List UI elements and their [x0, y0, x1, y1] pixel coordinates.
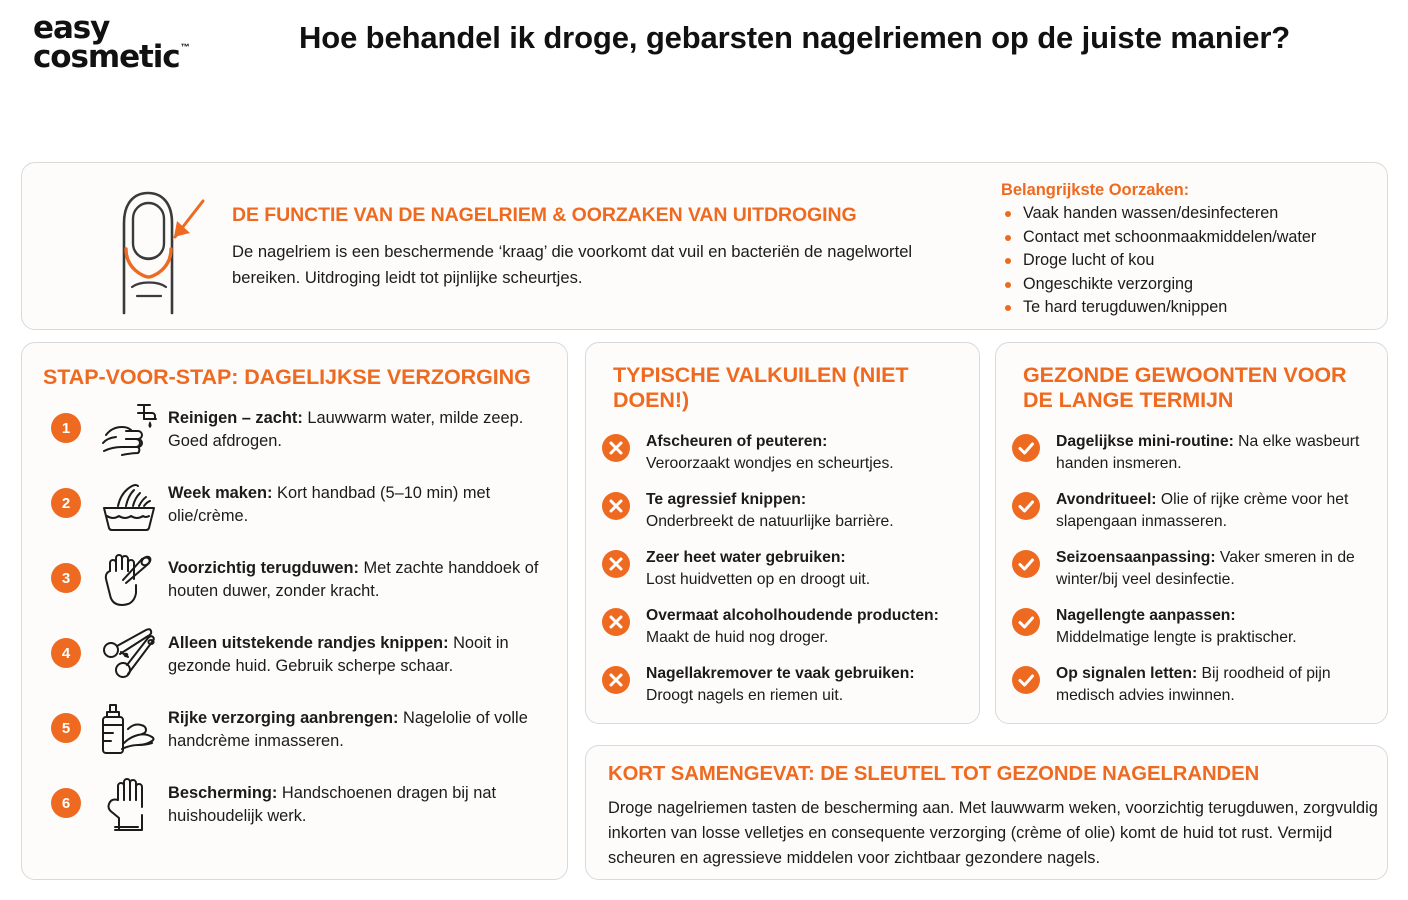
steps-list [36, 405, 556, 855]
habits-list [1012, 431, 1382, 721]
list-item [1012, 489, 1382, 544]
pitfall-text-rest: Onderbreekt de natuurlijke barrière. [646, 512, 894, 530]
step-text-bold: Voorzichtig terugduwen: [168, 559, 359, 577]
list-item: Ongeschikte verzorging [1001, 273, 1386, 297]
pitfall-text-bold: Zeer heet water gebruiken: [646, 549, 846, 566]
check-circle-icon [1012, 492, 1040, 520]
pitfall-text-bold: Afscheuren of peuteren: [646, 433, 828, 450]
habit-text-rest: Vaker smeren in de winter/bij veel desinfectie. [1056, 549, 1355, 588]
step-text-bold: Alleen uitstekende randjes knippen: [168, 634, 449, 652]
step-text-bold: Reinigen – zacht: [168, 409, 303, 427]
list-item [602, 605, 972, 660]
summary-body: Droge nagelriemen tasten de bescherming aan. Met lauwwarm weken, voorzichtig terugduwen, zorgvuldig inkorten van losse velletjes en consequente verzorging (crème of olie) komt de huid tot rust. Vermijd scheuren en agressieve middelen voor zichtbaar gezondere nagels. [608, 799, 1378, 867]
check-circle-icon [1012, 550, 1040, 578]
list-item [36, 555, 556, 629]
habit-text [1056, 605, 1386, 648]
pitfall-text [646, 605, 970, 648]
list-item [1012, 605, 1382, 660]
step-text-rest: Nagelolie of volle handcrème inmasseren. [168, 709, 528, 751]
step-number-badge: 5 [51, 713, 81, 743]
brand-logo [33, 10, 273, 75]
scissors-icon [98, 624, 160, 686]
step-text [168, 780, 560, 828]
step-text [168, 480, 560, 528]
list-item [36, 405, 556, 479]
main-causes-list [1001, 202, 1386, 320]
daily-care-steps-card [21, 342, 568, 880]
habit-text-rest: Bij roodheid of pijn medisch advies inwinnen. [1056, 665, 1331, 704]
pitfall-text-rest: Droogt nagels en riemen uit. [646, 686, 844, 704]
hand-soaking-bowl-icon [98, 474, 160, 536]
cross-circle-icon [602, 550, 630, 578]
list-item [36, 780, 556, 854]
pitfall-text [646, 663, 970, 706]
oil-dropper-bottle-hand-icon [98, 699, 160, 761]
step-text-rest: Lauwwarm water, milde zeep. Goed afdrogen. [168, 409, 524, 451]
list-item: Droge lucht of kou [1001, 249, 1386, 273]
cross-circle-icon [602, 434, 630, 462]
step-number-badge: 6 [51, 788, 81, 818]
pitfall-text-rest: Lost huidvetten op en droogt uit. [646, 570, 871, 588]
pitfalls-card-title: TYPISCHE VALKUILEN (NIET DOEN!) [613, 363, 909, 413]
list-item [1012, 663, 1382, 718]
cuticle-pusher-hand-icon [98, 549, 160, 611]
header [0, 0, 1408, 125]
step-text-rest: Kort handbad (5–10 min) met olie/crème. [168, 484, 491, 526]
habits-card-title: GEZONDE GEWOONTEN VOOR DE LANGE TERMIJN [1023, 363, 1347, 413]
habit-text-bold: Dagelijkse mini-routine: [1056, 433, 1234, 450]
habit-text-bold: Seizoensaanpassing: [1056, 549, 1216, 566]
list-item: Vaak handen wassen/desinfecteren [1001, 202, 1386, 226]
steps-card-title: STAP-VOOR-STAP: DAGELIJKSE VERZORGING [43, 365, 531, 389]
step-text [168, 630, 560, 678]
habit-text-rest: Na elke wasbeurt handen insmeren. [1056, 433, 1360, 472]
pitfall-text [646, 547, 970, 590]
function-and-causes-box [21, 162, 1388, 330]
brand-logo-line2-wrap [33, 38, 273, 75]
list-item [602, 663, 972, 718]
habit-text-rest: Olie of rijke crème voor het slapengaan inmasseren. [1056, 491, 1349, 530]
habit-text [1056, 431, 1386, 474]
step-number-badge: 1 [51, 413, 81, 443]
list-item: Contact met schoonmaakmiddelen/water [1001, 226, 1386, 250]
step-text-rest: Met zachte handdoek of houten duwer, zonder kracht. [168, 559, 539, 601]
list-item [602, 547, 972, 602]
check-circle-icon [1012, 608, 1040, 636]
habit-text-bold: Nagellengte aanpassen: [1056, 607, 1236, 624]
top-box-heading: DE FUNCTIE VAN DE NAGELRIEM & OORZAKEN VAN UITDROGING [232, 204, 857, 226]
pitfall-text-rest: Veroorzaakt wondjes en scheurtjes. [646, 454, 894, 472]
list-item [36, 630, 556, 704]
pitfall-text-bold: Overmaat alcoholhoudende producten: [646, 607, 939, 624]
cross-circle-icon [602, 666, 630, 694]
list-item: Te hard terugduwen/knippen [1001, 296, 1386, 320]
step-text-bold: Bescherming: [168, 784, 278, 802]
pitfall-text-bold: Nagellakremover te vaak gebruiken: [646, 665, 915, 682]
step-number-badge: 2 [51, 488, 81, 518]
pitfalls-card [585, 342, 980, 724]
top-box-body: De nagelriem is een beschermende ‘kraag’ die voorkomt dat vuil en bacteriën de nagelwortel bereiken. Uitdroging leidt tot pijnlijke scheurtjes. [232, 242, 913, 287]
step-text [168, 555, 560, 603]
glove-icon [98, 774, 160, 836]
step-number-badge: 4 [51, 638, 81, 668]
habit-text-bold: Avondritueel: [1056, 491, 1157, 508]
list-item [36, 480, 556, 554]
pitfall-text [646, 489, 970, 532]
cross-circle-icon [602, 608, 630, 636]
habit-text-rest: Middelmatige lengte is praktischer. [1056, 628, 1297, 646]
check-circle-icon [1012, 434, 1040, 462]
step-text [168, 705, 560, 753]
step-text-rest: Handschoenen dragen bij nat huishoudelijk werk. [168, 784, 497, 826]
pitfall-text [646, 431, 970, 474]
page-title: Hoe behandel ik droge, gebarsten nagelriemen op de juiste manier? [299, 20, 1291, 55]
main-causes-block [1001, 181, 1386, 320]
step-number-badge: 3 [51, 563, 81, 593]
list-item [1012, 547, 1382, 602]
list-item [602, 489, 972, 544]
brand-logo-line2: cosmetic [33, 38, 180, 75]
list-item [36, 705, 556, 779]
habit-text-bold: Op signalen letten: [1056, 665, 1198, 682]
brand-logo-line1: easy [33, 10, 110, 46]
list-item [602, 431, 972, 486]
summary-card [585, 745, 1388, 880]
pitfalls-list [602, 431, 972, 721]
hand-washing-tap-icon [98, 399, 160, 461]
step-text [168, 405, 560, 453]
step-text-rest: Nooit in gezonde huid. Gebruik scherpe schaar. [168, 634, 509, 676]
main-causes-heading: Belangrijkste Oorzaken: [1001, 181, 1190, 199]
brand-logo-trademark: ™ [180, 42, 190, 53]
pitfall-text-bold: Te agressief knippen: [646, 491, 807, 508]
summary-card-title: KORT SAMENGEVAT: DE SLEUTEL TOT GEZONDE NAGELRANDEN [608, 763, 1260, 785]
list-item [1012, 431, 1382, 486]
step-text-bold: Week maken: [168, 484, 273, 502]
check-circle-icon [1012, 666, 1040, 694]
step-text-bold: Rijke verzorging aanbrengen: [168, 709, 399, 727]
fingernail-cuticle-arrow-illustration [88, 179, 216, 315]
pitfall-text-rest: Maakt de huid nog droger. [646, 628, 829, 646]
healthy-habits-card [995, 342, 1388, 724]
habit-text [1056, 489, 1386, 532]
habit-text [1056, 663, 1386, 706]
habit-text [1056, 547, 1386, 590]
cross-circle-icon [602, 492, 630, 520]
